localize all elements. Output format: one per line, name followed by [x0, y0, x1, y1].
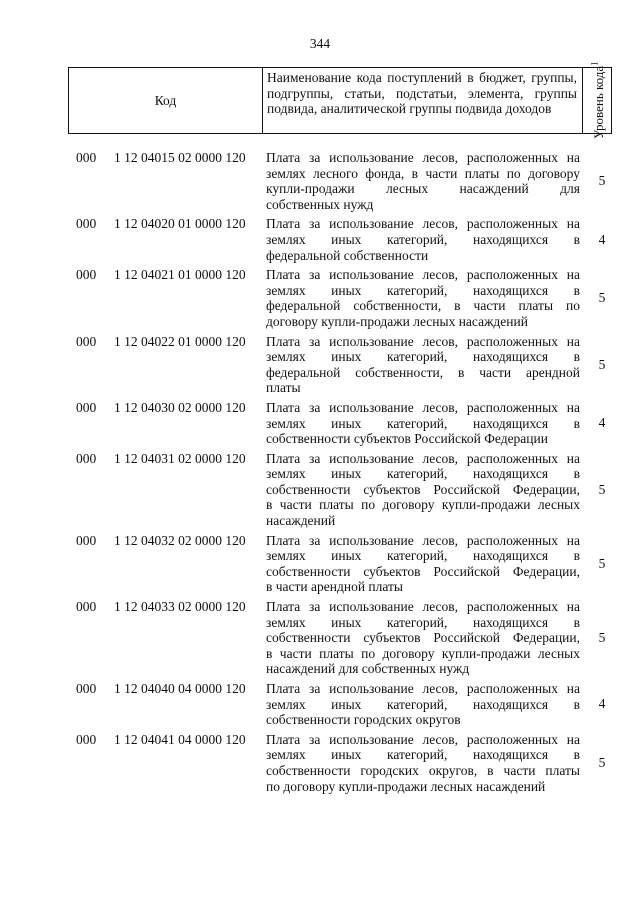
row-level: 5: [598, 556, 606, 572]
row-description-line: собственности субъектов Российской Федерации: [266, 431, 548, 447]
row-description-line: землях иных категорий, находящихся в: [266, 466, 580, 482]
row-description-line: землях иных категорий, находящихся в: [266, 747, 580, 763]
table-header: [68, 61, 612, 140]
row-income-code: 1 12 04030 02 0000 120: [114, 399, 246, 415]
table-row: [0, 267, 640, 329]
header-level-text: Уровень кода: [591, 66, 607, 140]
table-row: [0, 533, 640, 595]
row-description-line: платы: [266, 380, 301, 396]
row-description-line: землях иных категорий, находящихся в: [266, 415, 580, 431]
row-description-line: Плата за использование лесов, расположенных на: [266, 333, 580, 349]
row-admin-code: 000: [76, 267, 97, 283]
row-income-code: 1 12 04015 02 0000 120: [114, 150, 246, 165]
row-admin-code: 000: [76, 532, 97, 548]
row-admin-code: 000: [76, 399, 97, 415]
row-income-code: 1 12 04022 01 0000 120: [114, 333, 246, 349]
row-description-line: Плата за использование лесов, расположенных на: [266, 450, 580, 466]
row-description-line: в части арендной платы: [266, 579, 403, 595]
row-admin-code: 000: [76, 599, 97, 615]
header-name-cell: [263, 68, 583, 133]
row-description-line: Плата за использование лесов, расположенных на: [266, 150, 580, 165]
row-description-line: в части платы по договору купли-продажи лесных: [266, 497, 580, 513]
row-description: [266, 533, 584, 595]
row-description-line: собственности субъектов Российской Федерации,: [266, 481, 580, 497]
table-row: [0, 400, 640, 447]
row-level: 5: [598, 356, 606, 372]
row-description-line: собственности городских округов, в части платы: [266, 762, 580, 778]
row-income-code: 1 12 04033 02 0000 120: [114, 599, 246, 615]
row-income-code: 1 12 04031 02 0000 120: [114, 450, 246, 466]
row-description-line: федеральной собственности, в части платы по: [266, 298, 580, 314]
row-income-code: 1 12 04040 04 0000 120: [114, 681, 246, 696]
row-description-line: землях иных категорий, находящихся в: [266, 548, 580, 564]
table-row: [0, 334, 640, 396]
header-code-label: Код: [154, 92, 177, 108]
row-description: [266, 334, 584, 396]
row-description-line: договору купли-продажи лесных насаждений: [266, 313, 528, 329]
row-admin-code: 000: [76, 150, 97, 165]
row-description-line: Плата за использование лесов, расположенных на: [266, 399, 580, 415]
row-admin-code: 000: [76, 333, 97, 349]
row-description-line: федеральной собственности: [266, 247, 429, 263]
row-income-code: 1 12 04032 02 0000 120: [114, 532, 246, 548]
row-level: 4: [598, 231, 606, 247]
row-description-line: Плата за использование лесов, расположенных на: [266, 681, 580, 696]
row-description-line: насаждений для собственных нужд: [266, 661, 470, 677]
row-description-line: собственных нужд: [266, 196, 374, 212]
row-description-line: собственности субъектов Российской Федерации,: [266, 630, 580, 646]
table-row: [0, 732, 640, 794]
row-level: 4: [598, 415, 606, 431]
row-level: 5: [598, 630, 606, 646]
row-description: [266, 150, 584, 212]
row-description: [266, 267, 584, 329]
row-description-line: Плата за использование лесов, расположенных на: [266, 599, 580, 615]
row-description-line: федеральной собственности, в части арендной: [266, 364, 580, 380]
row-description-line: Плата за использование лесов, расположенных на: [266, 267, 580, 283]
row-description-line: землях иных категорий, находящихся в: [266, 231, 580, 247]
row-description-line: купли-продажи лесных насаждений для: [266, 181, 580, 197]
row-description-line: в части платы по договору купли-продажи лесных: [266, 645, 580, 661]
row-description-line: Плата за использование лесов, расположенных на: [266, 731, 580, 747]
row-admin-code: 000: [76, 216, 97, 232]
row-description-line: собственности городских округов: [266, 712, 461, 728]
row-level: 5: [598, 755, 606, 771]
row-level: 5: [598, 481, 606, 497]
row-admin-code: 000: [76, 681, 97, 696]
row-description: [266, 732, 584, 794]
row-description-line: Плата за использование лесов, расположенных на: [266, 216, 580, 232]
row-admin-code: 000: [76, 450, 97, 466]
row-description: [266, 599, 584, 677]
row-description-line: землях лесного фонда, в части платы по договору: [266, 165, 580, 181]
row-description-line: землях иных категорий, находящихся в: [266, 282, 580, 298]
table-row: [0, 599, 640, 677]
header-name-label: Наименование кода поступлений в бюджет, группы, подгруппы, статьи, подстатьи, элемента, группы подвида, аналитической группы подвида доходов: [267, 70, 577, 117]
header-code-cell: [69, 68, 263, 133]
row-description-line: Плата за использование лесов, расположенных на: [266, 532, 580, 548]
header-level-label: [589, 62, 605, 140]
row-admin-code: 000: [76, 731, 97, 747]
row-description-line: собственности субъектов Российской Федерации,: [266, 563, 580, 579]
row-description-line: насаждений: [266, 513, 336, 529]
header-level-cell: [583, 61, 611, 140]
header-level-footnote: 1: [589, 61, 600, 67]
table-row: [0, 451, 640, 529]
row-description-line: землях иных категорий, находящихся в: [266, 614, 580, 630]
table-row: [0, 681, 640, 728]
row-level: 4: [598, 696, 606, 712]
row-income-code: 1 12 04021 01 0000 120: [114, 267, 246, 283]
row-description: [266, 216, 584, 263]
table-row: [0, 216, 640, 263]
row-income-code: 1 12 04041 04 0000 120: [114, 731, 246, 747]
table-body: [0, 150, 640, 798]
table-row: [0, 150, 640, 212]
row-level: 5: [598, 173, 606, 189]
row-level: 5: [598, 290, 606, 306]
page-number: 344: [309, 36, 331, 51]
row-description: [266, 451, 584, 529]
row-description: [266, 681, 584, 728]
row-description-line: по договору купли-продажи лесных насаждений: [266, 778, 546, 794]
row-description: [266, 400, 584, 447]
row-income-code: 1 12 04020 01 0000 120: [114, 216, 246, 232]
row-description-line: землях иных категорий, находящихся в: [266, 349, 580, 365]
row-description-line: землях иных категорий, находящихся в: [266, 696, 580, 712]
